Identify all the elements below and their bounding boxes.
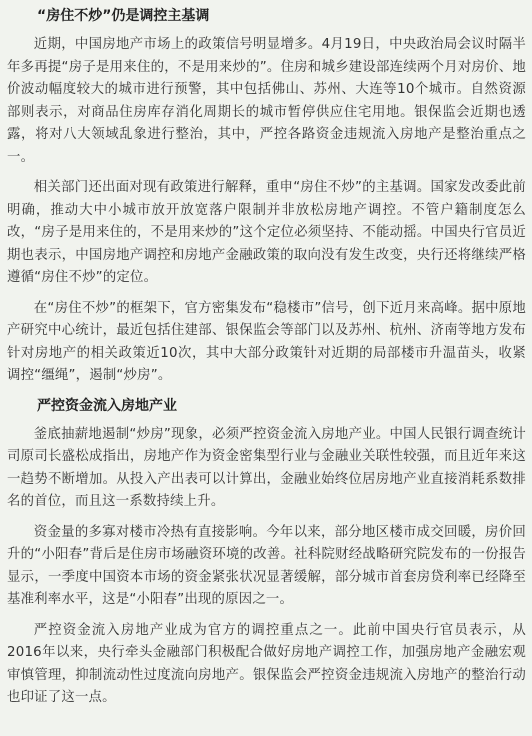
article-paragraph-5: 资金量的多寡对楼市冷热有直接影响。今年以来，部分地区楼市成交回暖，房价回升的“小阳春”背后是住房市场融资环境的改善。社科院财经战略研究院发布的一份报告显示，一季度中国资本市场的资金紧张状况显著缓解，部分城市首套房贷利率已经降至基准利率水平，这是“小阳春”出现的原因之一。 (7, 524, 526, 607)
article-paragraph-2: 相关部门还出面对现有政策进行解释，重申“房住不炒”的主基调。国家发改委此前明确，推动大中小城市放开放宽落户限制并非放松房地产调控。不管户籍制度怎么改，“房子是用来住的，不是用来炒的”这个定位必须坚持、不能动摇。中国央行官员近期也表示，中国房地产调控和房地产金融政策的取向没有发生改变，央行还将继续严格遵循“房住不炒”的定位。 (7, 180, 526, 285)
article-paragraph-6: 严控资金流入房地产业成为官方的调控重点之一。此前中国央行官员表示，从2016年以来，央行牵头金融部门积极配合做好房地产调控工作，加强房地产金融宏观审慎管理，抑制流动性过度流向房地产。银保监会严控资金违规流入房地产的整治行动也印证了这一点。 (7, 622, 526, 705)
article-paragraph-4: 釜底抽薪地遏制“炒房”现象，必须严控资金流入房地产业。中国人民银行调查统计司原司长盛松成指出，房地产作为资金密集型行业与金融业关联性较强，而且近年来这一趋势不断增加。从投入产出表可以计算出，金融业始终位居房地产业直接消耗系数排名的首位，而且这一系数持续上升。 (7, 426, 526, 509)
article-paragraph-3: 在“房住不炒”的框架下，官方密集发布“稳楼市”信号，创下近月来高峰。据中原地产研究中心统计，最近包括住建部、银保监会等部门以及苏州、杭州、济南等地方发布针对房地产的相关政策近10次，其中大部分政策针对近期的局部楼市升温苗头，收紧调控“缰绳”，遏制“炒房”。 (7, 300, 526, 383)
article-paragraph-1: 近期，中国房地产市场上的政策信号明显增多。4月19日，中央政治局会议时隔半年多再提“房子是用来住的，不是用来炒的”。住房和城乡建设部连续两个月对房价、地价波动幅度较大的城市进行预警，其中包括佛山、苏州、大连等10个城市。自然资源部则表示，对商品住房库存消化周期长的城市暂停供应住宅用地。银保监会近期也透露，将对八大领域乱象进行整治，其中，严控各路资金违规流入房地产是整治重点之一。 (7, 37, 526, 165)
section-heading-housing-not-speculation: “房住不炒”仍是调控主基调 (37, 8, 210, 24)
section-heading-capital-control: 严控资金流入房地产业 (37, 397, 177, 414)
